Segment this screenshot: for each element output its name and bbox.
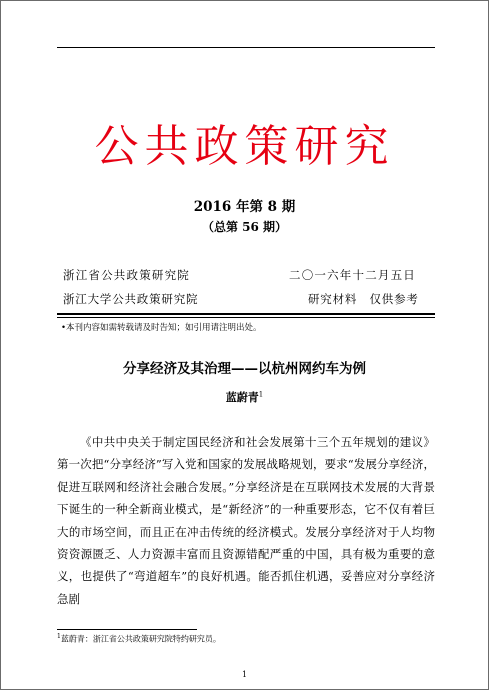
article-author: [1, 389, 488, 405]
publication-date: 二〇一六年十二月五日: [289, 268, 416, 282]
author-footnote-mark: 1: [258, 390, 264, 399]
journal-title: 公共政策研究: [94, 121, 395, 172]
footnote-text: 蓝蔚青：浙江省公共政策研究院特约研究员。: [60, 634, 221, 644]
footnote: [57, 631, 221, 645]
usage-note: 研究材料 仅供参考: [308, 292, 419, 306]
author-name: 蓝蔚青: [225, 391, 259, 404]
issue-number: 2016 年第 8 期: [193, 199, 296, 215]
page-number: 1: [241, 670, 248, 679]
publisher-provincial: 浙江省公共政策研究院: [63, 268, 190, 282]
top-divider: [57, 47, 435, 48]
article-title: 分享经济及其治理——以杭州网约车为例: [123, 361, 366, 377]
header-divider-thick: [57, 313, 435, 315]
header-divider-thin: [57, 317, 435, 318]
publisher-university: 浙江大学公共政策研究院: [63, 292, 199, 306]
article-body: 《中共中央关于制定国民经济和社会发展第十三个五年规划的建议》第一次把“分享经济”写入党和国家的发展战略规划，要求“发展分享经济，促进互联网和经济社会融合发展。”分享经济是在互联网技术发展的大背景下诞生的一种全新商业模式，是“新经济”的一种重要形态，它不仅有着巨大的市场空间，而且正在冲击传统的经济模式。发展分享经济对于人均物资资源匮乏、人力资源丰富而且资源错配严重的中国，具有极为重要的意义，也提供了“弯道超车”的良好机遇。能否抓住机遇，妥善应对分享经济急剧: [57, 435, 435, 606]
footnote-mark: 1: [57, 633, 61, 640]
footnote-divider: [57, 629, 197, 630]
total-issue-number: （总第 56 期）: [201, 220, 288, 234]
reprint-notice: •本刊内容如需转载请及时告知；如引用请注明出处。: [61, 323, 262, 333]
